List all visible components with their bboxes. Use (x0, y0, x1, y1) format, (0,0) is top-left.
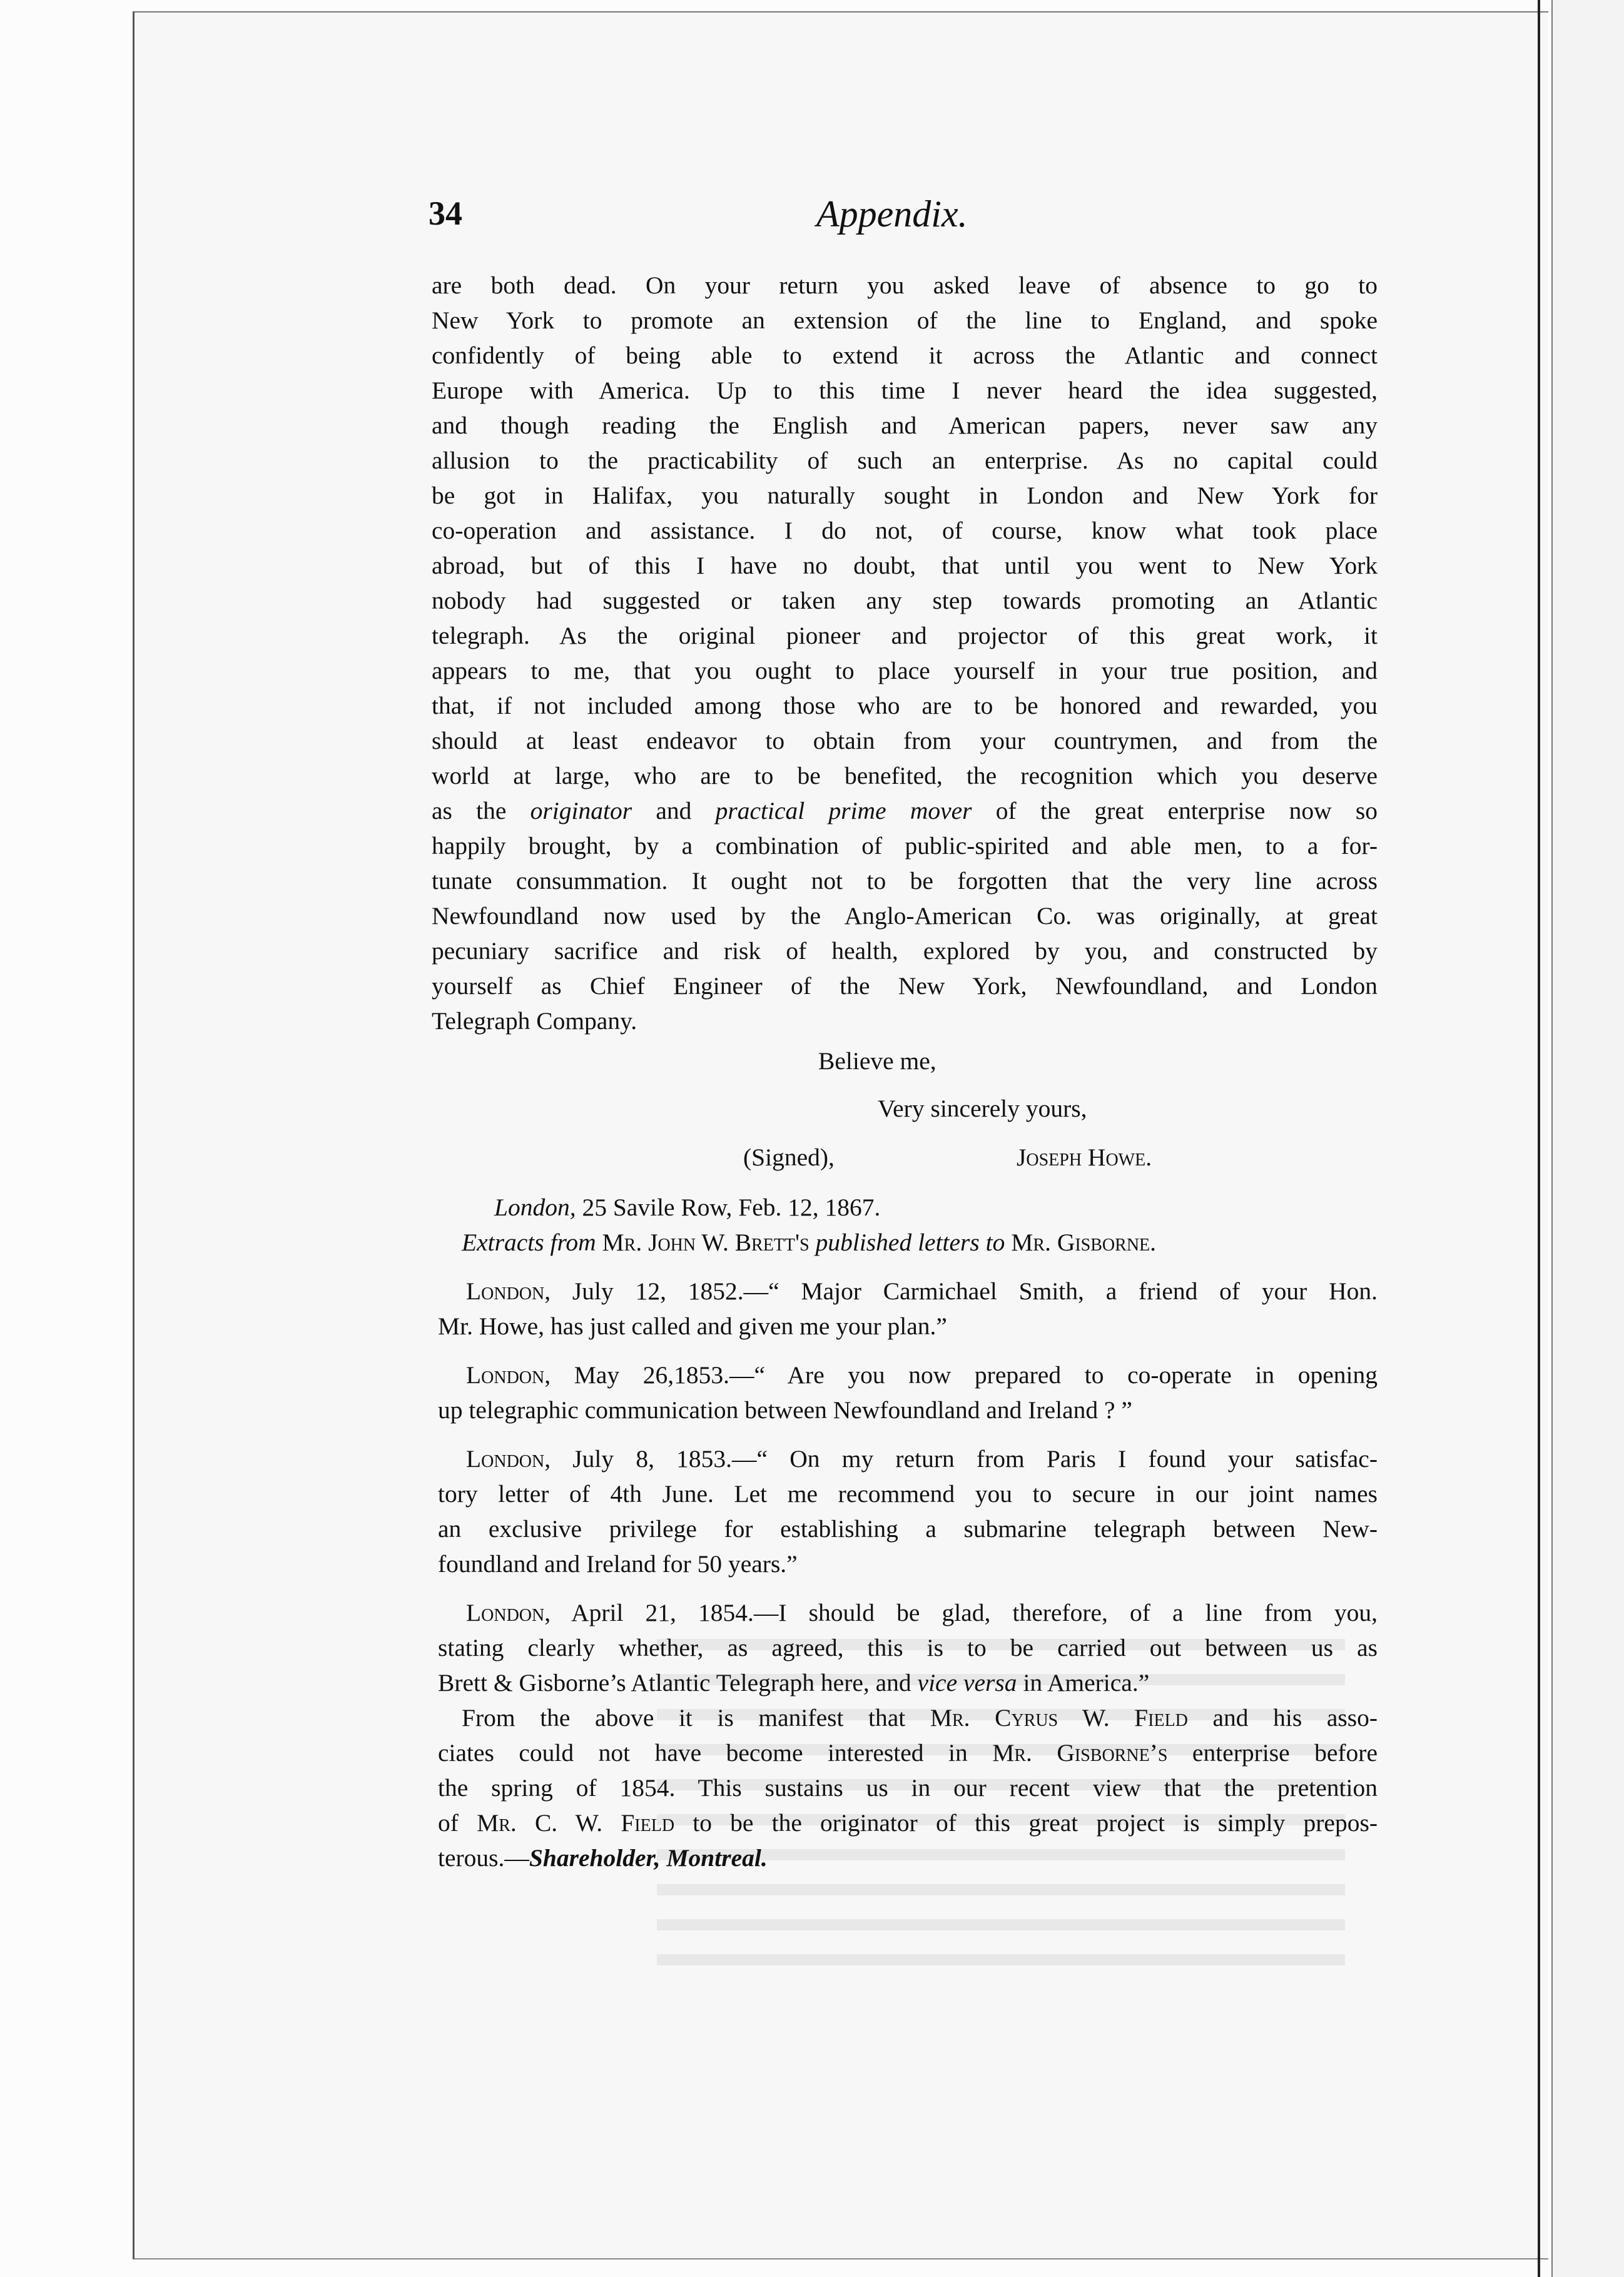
attribution: Shareholder, Montreal. (529, 1844, 768, 1872)
text-run: terous.— (438, 1844, 529, 1872)
conclusion-line (438, 1805, 1378, 1840)
extract-4-line (438, 1595, 1378, 1630)
extract-text: July 8, 1853.—“ On my return from Paris I found your satisfac- (551, 1445, 1378, 1473)
emphasis-originator: originator (530, 797, 632, 824)
conclusion-line (438, 1700, 1378, 1735)
letter-line: pecuniary sacrifice and risk of health, explored by you, and constructed by (432, 937, 1378, 965)
letter-line: co-operation and assistance. I do not, of course, know what took place (432, 517, 1378, 544)
heading-name: Mr. Gisborne. (1011, 1229, 1157, 1256)
page-header (429, 188, 1398, 238)
name-run: Mr. C. W. Field (477, 1809, 675, 1837)
signature: Joseph Howe. (1017, 1144, 1152, 1171)
text-run: to be the originator of this great project is simply prepos- (674, 1809, 1378, 1837)
extract-1-line (438, 1274, 1378, 1309)
letter-line: happily brought, by a combination of public-spirited and able men, to a for- (432, 832, 1378, 860)
heading-name: Mr. John W. Brett's (602, 1229, 809, 1256)
letter-line: yourself as Chief Engineer of the New York, Newfoundland, and London (432, 972, 1378, 1000)
facing-page-edge (1553, 0, 1624, 2277)
text-run: and his asso- (1187, 1704, 1378, 1732)
extracts-heading (438, 1225, 1378, 1260)
text-run: Brett & Gisborne’s Atlantic Telegraph here, and (438, 1669, 918, 1696)
extract-4-line (438, 1665, 1378, 1700)
extract-place: London, (466, 1445, 551, 1473)
extract-4-line: stating clearly whether, as agreed, this is to be carried out between us as (438, 1634, 1378, 1661)
letter-line: be got in Halifax, you naturally sought in London and New York for (432, 482, 1378, 509)
letter-line: nobody had suggested or taken any step towards promoting an Atlantic (432, 587, 1378, 614)
text-run: ciates could not have become interested in (438, 1739, 993, 1767)
binding-edge (1538, 0, 1540, 2277)
letter-line: Newfoundland now used by the Anglo-American Co. was originally, at great (432, 902, 1378, 930)
extract-place: London, (466, 1277, 551, 1305)
letter-line: Europe with America. Up to this time I never heard the idea suggested, (432, 377, 1378, 404)
name-run: Mr. Gisborne’s (992, 1739, 1168, 1767)
letter-body (432, 268, 1378, 1038)
extracts-section (438, 1225, 1378, 1875)
letter-line: allusion to the practicability of such an enterprise. As no capital could (432, 447, 1378, 474)
letter-line: abroad, but of this I have no doubt, that until you went to New York (432, 552, 1378, 579)
page-number: 34 (429, 195, 462, 232)
text-run: of (438, 1809, 477, 1837)
extract-3-line: tory letter of 4th June. Let me recommend you to secure in our joint names (438, 1480, 1378, 1508)
heading-run: published letters to (809, 1229, 1012, 1256)
letter-line-with-emphasis (432, 793, 1378, 828)
extract-3-line: foundland and Ireland for 50 years.” (438, 1550, 798, 1578)
letter-line: appears to me, that you ought to place yourself in your true position, and (432, 657, 1378, 684)
conclusion-line: the spring of 1854. This sustains us in our recent view that the pretention (438, 1774, 1378, 1802)
emphasis-prime-mover: practical prime mover (715, 797, 972, 824)
letter-line: should at least endeavor to obtain from your countrymen, and from the (432, 727, 1378, 754)
dateline (494, 1190, 880, 1225)
letter-line: that, if not included among those who are to be honored and rewarded, you (432, 692, 1378, 719)
extract-2-line: up telegraphic communication between Newfoundland and Ireland ? ” (438, 1396, 1132, 1424)
letter-line: telegraph. As the original pioneer and projector of this great work, it (432, 622, 1378, 649)
dateline-place: London, (494, 1194, 576, 1221)
name-run: Mr. Cyrus W. Field (930, 1704, 1188, 1732)
letter-line: Telegraph Company. (432, 1007, 637, 1035)
letter-line: confidently of being able to extend it across the Atlantic and connect (432, 342, 1378, 369)
closing-sincerely: Very sincerely yours, (878, 1095, 1087, 1122)
text-run: enterprise before (1167, 1739, 1378, 1767)
conclusion-line (438, 1840, 1378, 1875)
text-run: in America.” (1017, 1669, 1150, 1696)
letter-line: tunate consummation. It ought not to be forgotten that the very line across (432, 867, 1378, 895)
dateline-detail: 25 Savile Row, Feb. 12, 1867. (576, 1194, 881, 1221)
extract-text: July 12, 1852.—“ Major Carmichael Smith, a friend of your Hon. (551, 1277, 1378, 1305)
extract-place: London, (466, 1361, 551, 1389)
extract-text: May 26,1853.—“ Are you now prepared to co-operate in opening (551, 1361, 1378, 1389)
text-run: of the great enterprise now so (972, 797, 1378, 824)
extract-1-line: Mr. Howe, has just called and given me your plan.” (438, 1312, 947, 1340)
closing-believe: Believe me, (818, 1047, 936, 1075)
extract-place: London, (466, 1599, 551, 1626)
emphasis-vice-versa: vice versa (917, 1669, 1017, 1696)
letter-line: New York to promote an extension of the line to England, and spoke (432, 307, 1378, 334)
extract-3-line: an exclusive privilege for establishing a submarine telegraph between New- (438, 1515, 1378, 1543)
text-run: and (632, 797, 716, 824)
text-run: From the above it is manifest that (462, 1704, 930, 1732)
letter-line: and though reading the English and American papers, never saw any (432, 412, 1378, 439)
running-title: Appendix. (816, 193, 968, 235)
extract-3-line (438, 1441, 1378, 1476)
letter-line: world at large, who are to be benefited, the recognition which you deserve (432, 762, 1378, 789)
heading-run: Extracts from (462, 1229, 602, 1256)
closing-signed: (Signed), (743, 1144, 835, 1171)
conclusion-line (438, 1735, 1378, 1770)
extract-text: April 21, 1854.—I should be glad, therefore, of a line from you, (551, 1599, 1378, 1626)
letter-line: are both dead. On your return you asked leave of absence to go to (432, 271, 1378, 299)
extract-2-line (438, 1357, 1378, 1392)
text-run: as the (432, 797, 530, 824)
